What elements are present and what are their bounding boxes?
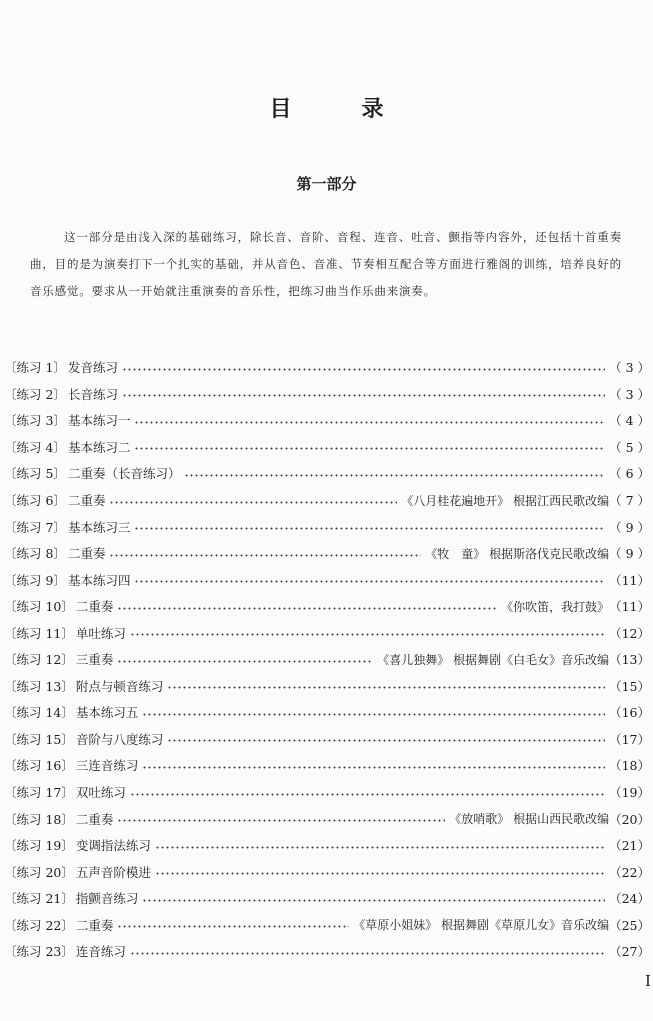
intro-paragraph: 这一部分是由浅入深的基础练习，除长音、音阶、音程、连音、吐音、颤指等内容外，还包括十首重奏曲，目的是为演奏打下一个扎实的基础，并从音色、音准、节奏相互配合等方面进行雅阁的训练，培养良好的音乐感觉。要求从一开始就注重演奏的音乐性，把练习曲当作乐曲来演奏。 <box>30 230 622 298</box>
toc-entry-title: 三重奏 <box>75 652 114 668</box>
toc-entry-page: （ 9 ） <box>609 519 650 535</box>
toc-entry[interactable] <box>4 540 650 567</box>
toc-entry-label: 〔练习 22〕 <box>4 917 74 933</box>
toc-entry-title: 二重奏 <box>75 917 114 933</box>
dot-leader <box>167 686 605 689</box>
toc-entry-page: （18） <box>609 758 650 774</box>
toc-entry-title: 二重奏 <box>75 599 114 615</box>
toc-entry[interactable] <box>4 619 650 646</box>
toc-entry-title: 基本练习三 <box>67 519 131 535</box>
toc-entry-label: 〔练习 15〕 <box>4 731 74 747</box>
dot-leader <box>130 633 605 636</box>
toc-entry-title: 三连音练习 <box>75 758 139 774</box>
toc-entry[interactable] <box>4 593 650 620</box>
toc-entry-source: 《草原小姐妹》 根据舞剧《草原儿女》音乐改编 <box>353 918 610 933</box>
page-number: I <box>645 972 651 990</box>
toc-entry-title: 二重奏 <box>67 493 106 508</box>
dot-leader <box>167 739 605 742</box>
toc-entry-title: 音阶与八度练习 <box>75 731 164 747</box>
dot-leader <box>134 580 605 583</box>
toc-entry-title: 发音练习 <box>67 360 118 376</box>
dot-leader <box>122 368 605 371</box>
toc-entry-label: 〔练习 9〕 <box>4 572 66 588</box>
toc-entry-label: 〔练习 4〕 <box>4 439 66 455</box>
toc-entry[interactable] <box>4 434 650 461</box>
toc-entry-page: （15） <box>609 678 650 694</box>
toc-entry[interactable] <box>4 646 650 673</box>
dot-leader <box>130 793 605 796</box>
toc-entry-source: 《放哨歌》 根据山西民歌改编 <box>449 812 610 827</box>
toc-entry-page: （ 5 ） <box>609 439 650 455</box>
toc-entry-page: （11） <box>609 572 650 588</box>
dot-leader <box>117 660 373 663</box>
toc-entry[interactable] <box>4 487 650 514</box>
toc-entry-label: 〔练习 3〕 <box>4 413 66 429</box>
toc-entry-label: 〔练习 2〕 <box>4 386 66 402</box>
toc-entry-label: 〔练习 13〕 <box>4 678 74 694</box>
toc-entry[interactable] <box>4 858 650 885</box>
toc-entry-page: （27） <box>609 944 650 960</box>
toc-entry-label: 〔练习 14〕 <box>4 705 74 721</box>
toc-entry-page: （ 7 ） <box>609 493 650 508</box>
toc-title-char-1: 目 <box>269 97 292 122</box>
toc-entry-title: 二重奏 <box>67 546 106 562</box>
dot-leader <box>155 846 605 849</box>
toc-entry-title: 基本练习一 <box>67 413 131 429</box>
toc-list <box>4 354 650 965</box>
toc-entry-page: （22） <box>609 864 650 880</box>
toc-entry-title: 连音练习 <box>75 944 126 960</box>
dot-leader <box>184 474 605 477</box>
dot-leader <box>122 394 605 397</box>
toc-entry-page: （ 3 ） <box>609 360 650 376</box>
toc-entry[interactable] <box>4 673 650 700</box>
toc-entry-title: 基本练习四 <box>67 572 131 588</box>
toc-entry-label: 〔练习 6〕 <box>4 493 66 508</box>
dot-leader <box>142 899 605 902</box>
toc-entry-source: 《八月桂花遍地开》 根据江西民歌改编 <box>401 493 610 508</box>
dot-leader <box>117 607 497 610</box>
toc-entry[interactable] <box>4 805 650 832</box>
toc-entry[interactable] <box>4 779 650 806</box>
toc-entry-source: 《你吹笛，我打鼓》 <box>501 599 610 614</box>
toc-entry-title: 长音练习 <box>67 386 118 402</box>
dot-leader <box>134 527 605 530</box>
toc-entry-label: 〔练习 8〕 <box>4 546 66 562</box>
toc-entry-title: 变调指法练习 <box>75 838 151 854</box>
toc-entry-label: 〔练习 12〕 <box>4 652 74 668</box>
toc-entry-title: 双吐练习 <box>75 785 126 801</box>
toc-entry[interactable] <box>4 381 650 408</box>
toc-entry[interactable] <box>4 938 650 965</box>
toc-entry-page: （25） <box>609 917 650 933</box>
toc-entry[interactable] <box>4 699 650 726</box>
toc-entry-page: （24） <box>609 891 650 907</box>
toc-entry-label: 〔练习 1〕 <box>4 360 66 376</box>
toc-entry[interactable] <box>4 354 650 381</box>
dot-leader <box>142 766 605 769</box>
toc-title <box>0 92 653 123</box>
toc-entry[interactable] <box>4 513 650 540</box>
toc-entry-page: （19） <box>609 785 650 801</box>
dot-leader <box>142 713 605 716</box>
section-heading: 第一部分 <box>296 175 357 193</box>
toc-entry-label: 〔练习 16〕 <box>4 758 74 774</box>
toc-entry-page: （ 6 ） <box>609 466 650 482</box>
toc-entry[interactable] <box>4 911 650 938</box>
dot-leader <box>109 501 397 504</box>
toc-entry-page: （20） <box>609 811 650 827</box>
dot-leader <box>134 447 605 450</box>
toc-entry-title: 二重奏（长音练习） <box>67 466 181 482</box>
toc-entry-page: （13） <box>609 652 650 668</box>
toc-entry-label: 〔练习 17〕 <box>4 785 74 801</box>
dot-leader <box>130 952 605 955</box>
toc-entry[interactable] <box>4 752 650 779</box>
toc-entry[interactable] <box>4 885 650 912</box>
toc-entry-title: 附点与顿音练习 <box>75 678 164 694</box>
title-spacer <box>292 92 362 123</box>
toc-entry-page: （12） <box>609 625 650 641</box>
toc-entry-label: 〔练习 21〕 <box>4 891 74 907</box>
toc-entry-page: （ 4 ） <box>609 413 650 429</box>
toc-entry-page: （ 3 ） <box>609 386 650 402</box>
dot-leader <box>155 872 605 875</box>
toc-entry-title: 五声音阶模进 <box>75 864 151 880</box>
toc-entry-label: 〔练习 11〕 <box>4 625 74 641</box>
toc-entry-title: 单吐练习 <box>75 625 126 641</box>
toc-entry-title: 二重奏 <box>75 811 114 827</box>
toc-entry-page: （11） <box>609 599 650 615</box>
toc-entry[interactable] <box>4 460 650 487</box>
toc-entry-label: 〔练习 7〕 <box>4 519 66 535</box>
toc-entry-source: 《喜儿独舞》 根据舞剧《白毛女》音乐改编 <box>377 652 610 667</box>
toc-entry-label: 〔练习 10〕 <box>4 599 74 615</box>
toc-entry-title: 基本练习二 <box>67 439 131 455</box>
toc-entry-page: （ 9 ） <box>609 546 650 562</box>
toc-entry[interactable] <box>4 726 650 753</box>
toc-entry-title: 基本练习五 <box>75 705 139 721</box>
toc-entry-page: （21） <box>609 838 650 854</box>
toc-title-char-2: 录 <box>361 97 384 122</box>
toc-entry-source: 《牧 童》 根据斯洛伐克民歌改编 <box>425 546 610 561</box>
toc-entry-label: 〔练习 20〕 <box>4 864 74 880</box>
toc-entry[interactable] <box>4 566 650 593</box>
dot-leader <box>109 554 421 557</box>
toc-entry[interactable] <box>4 407 650 434</box>
dot-leader <box>117 819 445 822</box>
dot-leader <box>134 421 605 424</box>
toc-entry-label: 〔练习 19〕 <box>4 838 74 854</box>
toc-entry-title: 指颤音练习 <box>75 891 139 907</box>
toc-entry-page: （16） <box>609 705 650 721</box>
toc-entry[interactable] <box>4 832 650 859</box>
toc-entry-page: （17） <box>609 731 650 747</box>
toc-entry-label: 〔练习 18〕 <box>4 811 74 827</box>
toc-entry-label: 〔练习 23〕 <box>4 944 74 960</box>
dot-leader <box>117 925 349 928</box>
toc-entry-label: 〔练习 5〕 <box>4 466 66 482</box>
